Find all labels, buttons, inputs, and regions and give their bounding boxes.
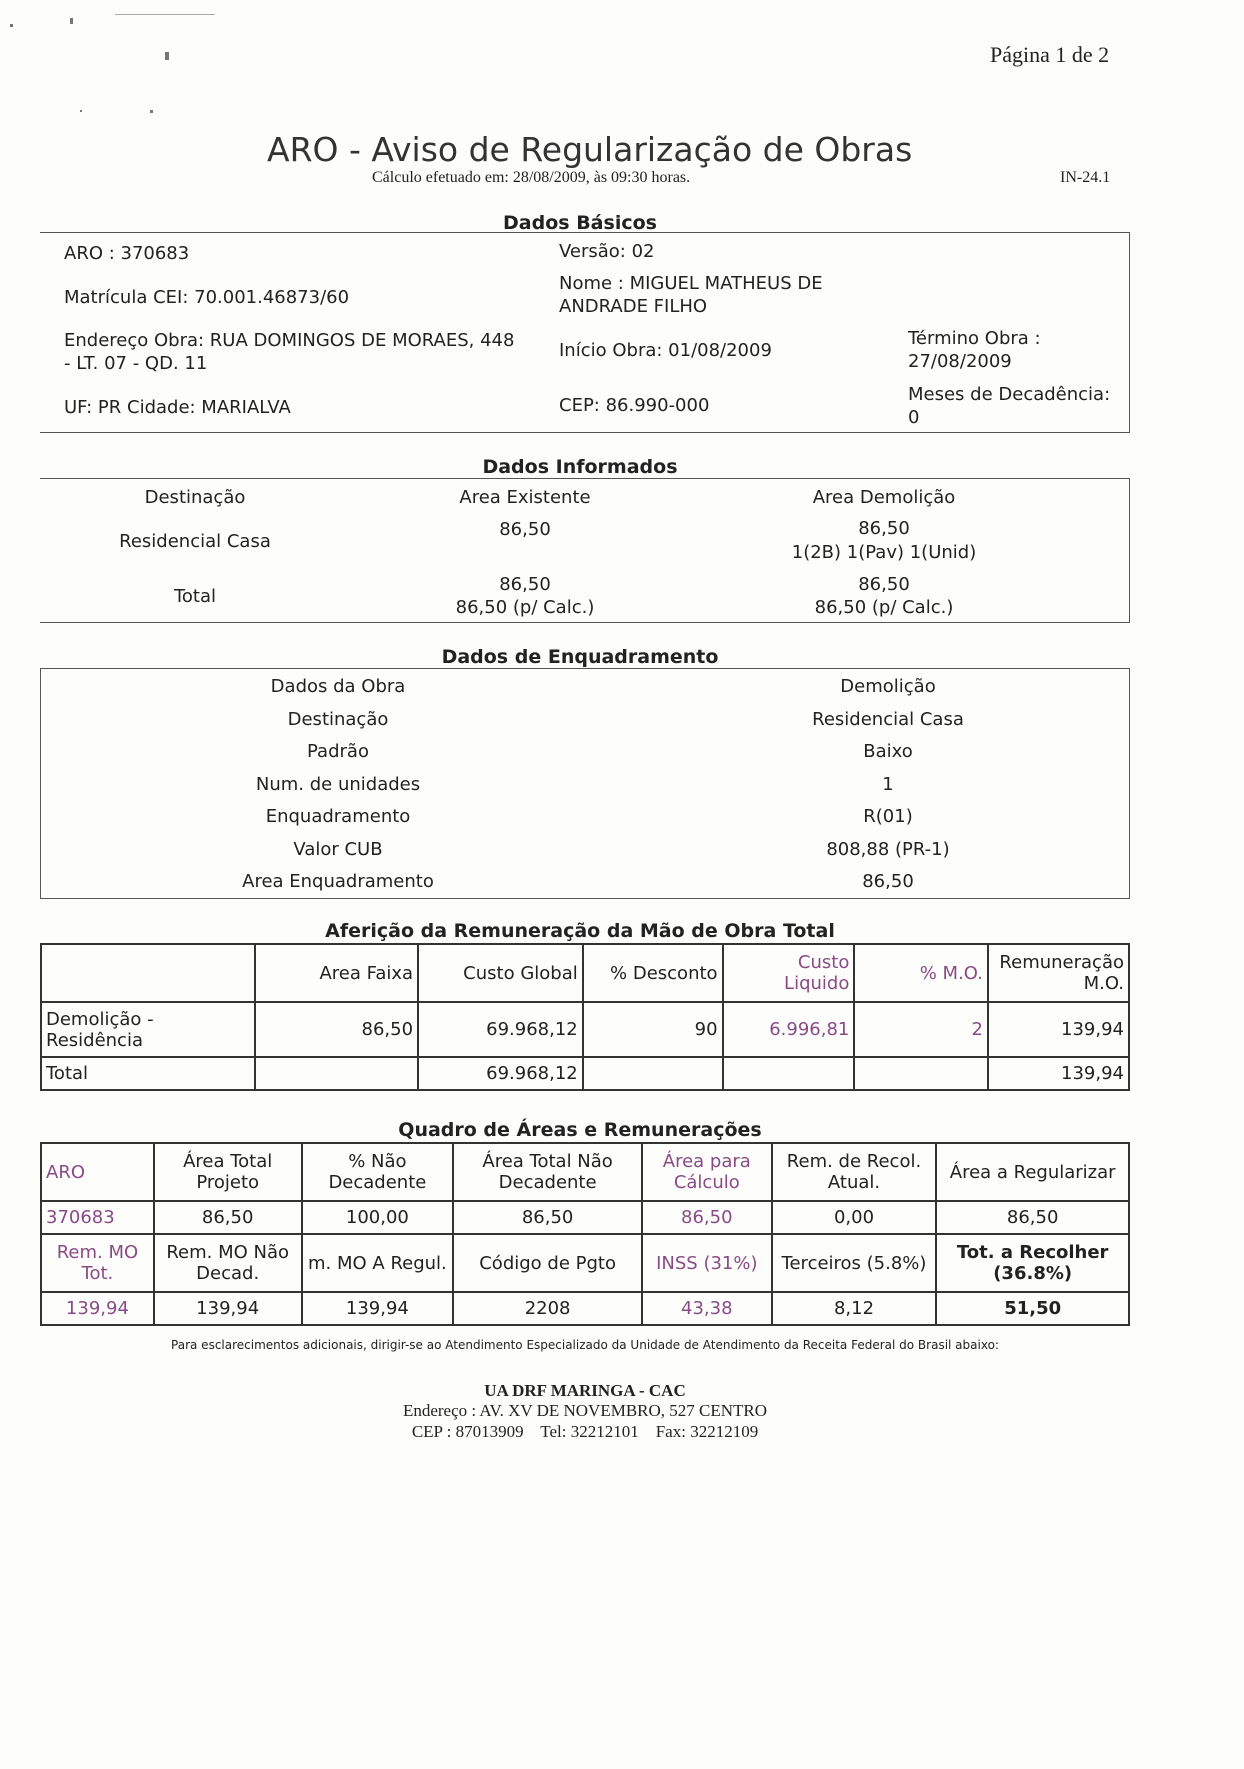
quadro-rem-mo-tot-value: 139,94	[41, 1292, 154, 1325]
total-existente-1: 86,50	[499, 574, 551, 595]
quadro-table	[40, 1142, 1130, 1326]
total-existente-2: 86,50 (p/ Calc.)	[455, 597, 595, 618]
footer-note: Para esclarecimentos adicionais, dirigir-se ao Atendimento Especializado da Unidade de Atendimento da Receita Federal do Brasil abaixo:	[171, 1338, 999, 1352]
afericao-row-mo: 2	[854, 1002, 988, 1057]
afericao-header-remuneracao: Remuneração M.O.	[988, 944, 1129, 1002]
afericao-header-blank	[41, 944, 255, 1002]
section-title-afericao: Aferição da Remuneração da Mão de Obra Total	[325, 920, 835, 942]
section-title-dados-informados: Dados Informados	[482, 456, 678, 478]
afericao-total-remuneracao: 139,94	[988, 1057, 1129, 1090]
afericao-total-area-faixa	[255, 1057, 419, 1090]
afericao-total-custo-global: 69.968,12	[418, 1057, 583, 1090]
quadro-header-aro: ARO	[41, 1143, 154, 1201]
quadro-header-area-regularizar: Área a Regularizar	[936, 1143, 1129, 1201]
enquadramento-label: Enquadramento	[265, 806, 411, 827]
afericao-row-area-faixa: 86,50	[255, 1002, 419, 1057]
section-title-dados-enquadramento: Dados de Enquadramento	[441, 646, 719, 668]
afericao-total-custo-liquido	[723, 1057, 855, 1090]
table-row	[41, 1002, 1129, 1057]
afericao-total-label: Total	[41, 1057, 255, 1090]
enquadramento-value: R(01)	[863, 806, 913, 827]
quadro-header-mo-regul: m. MO A Regul.	[302, 1234, 454, 1292]
enquadramento-value: 808,88 (PR-1)	[826, 838, 950, 860]
quadro-nao-decadente-value: 100,00	[302, 1201, 454, 1234]
quadro-header-area-nao-decadente: Área Total Não Decadente	[453, 1143, 642, 1201]
afericao-header-mo: % M.O.	[854, 944, 988, 1002]
afericao-row-remuneracao: 139,94	[988, 1002, 1129, 1057]
enquadramento-label: Dados da Obra	[270, 676, 406, 697]
quadro-header-rem-mo-nao-decad: Rem. MO Não Decad.	[154, 1234, 302, 1292]
row-area-existente: 86,50	[499, 519, 551, 540]
scan-mark	[150, 110, 153, 113]
quadro-rem-recol-value: 0,00	[772, 1201, 937, 1234]
enquadramento-label: Padrão	[307, 741, 369, 762]
col-area-existente: Area Existente	[459, 487, 591, 508]
afericao-header-custo-liquido: Custo Liquido	[723, 944, 855, 1002]
calculation-date: Cálculo efetuado em: 28/08/2009, às 09:30 horas.	[372, 169, 691, 186]
afericao-row-desconto: 90	[583, 1002, 723, 1057]
afericao-row-custo-global: 69.968,12	[418, 1002, 583, 1057]
enquadramento-value: Demolição	[840, 676, 936, 697]
quadro-header-rem-mo-tot: Rem. MO Tot.	[41, 1234, 154, 1292]
endereco-line-2: - LT. 07 - QD. 11	[64, 353, 208, 374]
quadro-header-tot-recolher: Tot. a Recolher (36.8%)	[936, 1234, 1129, 1292]
afericao-header-desconto: % Desconto	[583, 944, 723, 1002]
row-area-demolicao-1: 86,50	[858, 518, 910, 539]
meses-decadencia-line-2: 0	[908, 407, 920, 428]
footer-address: Endereço : AV. XV DE NOVEMBRO, 527 CENTRO	[402, 1401, 768, 1420]
aro-number: ARO : 370683	[64, 243, 190, 264]
total-label: Total	[173, 586, 217, 607]
quadro-area-nao-decadente-value: 86,50	[453, 1201, 642, 1234]
quadro-tot-recolher-value: 51,50	[936, 1292, 1129, 1325]
cep: CEP: 86.990-000	[559, 395, 710, 416]
quadro-header-terceiros: Terceiros (5.8%)	[772, 1234, 937, 1292]
enquadramento-label: Area Enquadramento	[242, 871, 434, 892]
afericao-row-label: Demolição - Residência	[41, 1002, 255, 1057]
quadro-inss-value: 43,38	[642, 1292, 772, 1325]
scan-mark	[80, 110, 82, 112]
table-row	[41, 1057, 1129, 1090]
afericao-header-custo-global: Custo Global	[418, 944, 583, 1002]
uf-cidade: UF: PR Cidade: MARIALVA	[64, 397, 291, 418]
quadro-header-codigo-pgto: Código de Pgto	[453, 1234, 642, 1292]
quadro-area-regularizar-value: 86,50	[936, 1201, 1129, 1234]
enquadramento-value: 1	[882, 773, 894, 795]
afericao-total-mo	[854, 1057, 988, 1090]
scan-mark	[115, 14, 215, 15]
quadro-header-area-total: Área Total Projeto	[154, 1143, 302, 1201]
termino-line-2: 27/08/2009	[908, 351, 1012, 372]
quadro-header-row-1	[41, 1143, 1129, 1201]
quadro-terceiros-value: 8,12	[772, 1292, 937, 1325]
enquadramento-label: Valor CUB	[293, 838, 383, 860]
form-code: IN-24.1	[1060, 169, 1111, 186]
afericao-header-row	[41, 944, 1129, 1002]
quadro-aro-value: 370683	[41, 1201, 154, 1234]
row-area-demolicao-2: 1(2B) 1(Pav) 1(Unid)	[791, 542, 977, 563]
afericao-header-area-faixa: Area Faixa	[255, 944, 419, 1002]
meses-decadencia-line-1: Meses de Decadência:	[908, 384, 1111, 405]
row-destinacao: Residencial Casa	[119, 531, 271, 552]
afericao-row-custo-liquido: 6.996,81	[723, 1002, 855, 1057]
section-title-dados-basicos: Dados Básicos	[503, 212, 657, 234]
quadro-header-row-2	[41, 1234, 1129, 1292]
footer-contact: CEP : 87013909 Tel: 32212101 Fax: 32212109	[411, 1422, 759, 1441]
quadro-header-nao-decadente: % Não Decadente	[302, 1143, 454, 1201]
total-demolicao-1: 86,50	[858, 574, 910, 595]
quadro-header-area-calculo: Área para Cálculo	[642, 1143, 772, 1201]
col-area-demolicao: Area Demolição	[812, 487, 956, 508]
footer-office: UA DRF MARINGA - CAC	[484, 1381, 686, 1400]
matricula-cei: Matrícula CEI: 70.001.46873/60	[64, 287, 350, 308]
table-row	[41, 1292, 1129, 1325]
endereco-line-1: Endereço Obra: RUA DOMINGOS DE MORAES, 448	[64, 330, 515, 351]
afericao-table	[40, 943, 1130, 1091]
quadro-header-inss: INSS (31%)	[642, 1234, 772, 1292]
inicio-obra: Início Obra: 01/08/2009	[559, 340, 772, 361]
document-title: ARO - Aviso de Regularização de Obras	[267, 130, 913, 169]
versao: Versão: 02	[559, 241, 655, 262]
enquadramento-value: Baixo	[863, 741, 913, 762]
quadro-header-rem-recol: Rem. de Recol. Atual.	[772, 1143, 937, 1201]
enquadramento-value: 86,50	[862, 871, 914, 892]
termino-line-1: Término Obra :	[908, 328, 1041, 349]
col-destinacao: Destinação	[144, 487, 246, 508]
nome-line-1: Nome : MIGUEL MATHEUS DE	[559, 273, 823, 294]
quadro-area-total-value: 86,50	[154, 1201, 302, 1234]
quadro-rem-mo-nao-decad-value: 139,94	[154, 1292, 302, 1325]
page-number: Página 1 de 2	[990, 42, 1110, 67]
enquadramento-value: Residencial Casa	[812, 708, 964, 730]
enquadramento-label: Num. de unidades	[255, 773, 421, 795]
quadro-mo-regul-value: 139,94	[302, 1292, 454, 1325]
quadro-codigo-pgto-value: 2208	[453, 1292, 642, 1325]
total-demolicao-2: 86,50 (p/ Calc.)	[814, 597, 954, 618]
scan-mark	[10, 24, 13, 27]
table-row	[41, 1201, 1129, 1234]
section-title-quadro: Quadro de Áreas e Remunerações	[398, 1119, 762, 1141]
quadro-area-calculo-value: 86,50	[642, 1201, 772, 1234]
nome-line-2: ANDRADE FILHO	[559, 296, 708, 317]
scan-mark	[70, 18, 73, 24]
afericao-total-desconto	[583, 1057, 723, 1090]
scan-mark	[165, 52, 169, 60]
enquadramento-label: Destinação	[287, 708, 389, 730]
